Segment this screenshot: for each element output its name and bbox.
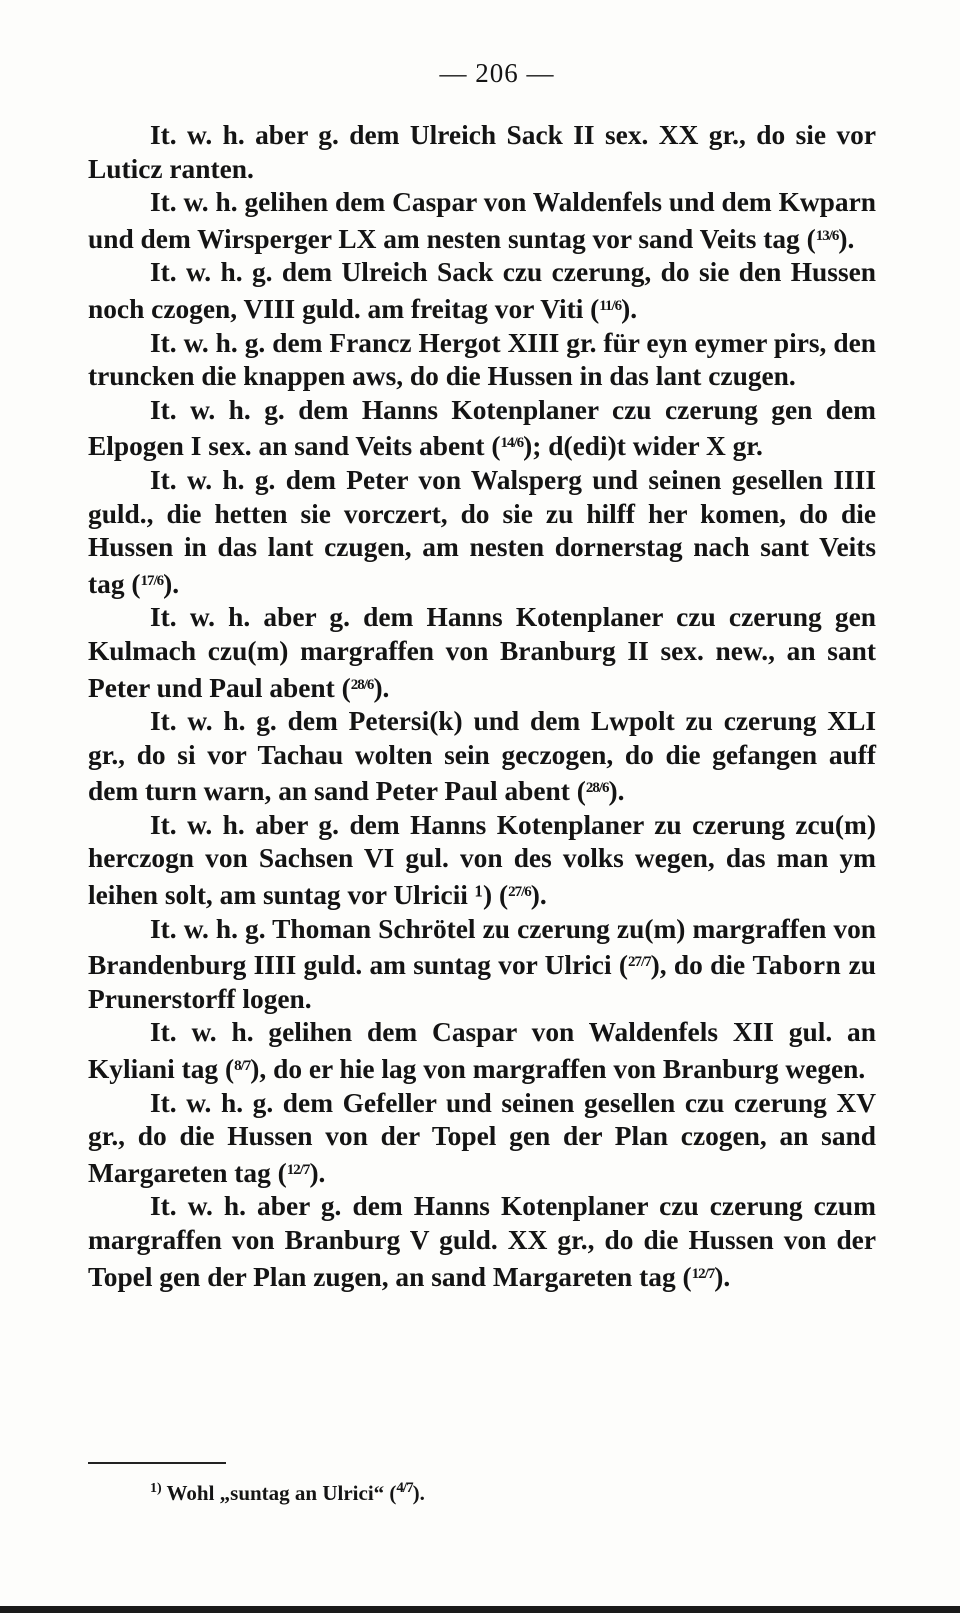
entry-paragraph (88, 256, 876, 326)
date-fraction: 17/6 (140, 572, 164, 589)
date-fraction: 13/6 (815, 227, 839, 244)
entry-text: ). (714, 1261, 731, 1292)
entry-text: ). (530, 880, 547, 911)
entry-text: It. w. h. aber g. dem Hanns Kotenplaner zu czerung zcu(m) herczogn von Sachsen VI gul. von des volks wegen, das man ym leihen solt, am suntag vor Ulricii ¹) ( (88, 809, 876, 911)
date-fraction: 11/6 (599, 297, 622, 314)
date-fraction: 8/7 (234, 1058, 251, 1075)
entry-paragraph (88, 809, 876, 913)
entry-text: It. w. h. aber g. dem Ulreich Sack II sex. XX gr., do sie vor Luticz ranten. (88, 120, 876, 184)
entry-text: ), do die (650, 950, 753, 981)
entry-text: It. w. h. g. Thoman Schrötel zu czerung zu(m) margraffen von Brandenburg IIII guld. am suntag vor Ulrici ( (88, 913, 876, 981)
entry-text: ). (838, 223, 855, 254)
entry-text: It. w. h. g. dem Peter von Walsperg und seinen gesellen IIII guld., die hetten sie vorczert, do sie zu hilff her komen, do die Hussen in das lant czugen, am nesten dornerstag nach sant Veits tag ( (88, 464, 876, 599)
entry-paragraph (88, 327, 876, 394)
date-fraction: 12/7 (286, 1161, 310, 1178)
entry-paragraph (88, 464, 876, 601)
entry-paragraph (88, 1016, 876, 1086)
date-fraction: 27/7 (627, 954, 651, 971)
entry-text: It. w. h. g. dem Petersi(k) und dem Lwpolt zu czerung XLI gr., do si vor Tachau wolten sein geczogen, do die gefangen auff dem turn warn, an sand Peter Paul abent ( (88, 706, 876, 807)
footnote-rule (88, 1462, 226, 1464)
entry-paragraph (88, 186, 876, 256)
entry-text: ). (373, 672, 390, 703)
footnote (150, 1480, 425, 1506)
page-number: — 206 — (439, 58, 555, 88)
footnote-fraction: 4/7 (396, 1480, 413, 1496)
entry-text: It. w. h. gelihen dem Caspar von Waldenfels und dem Kwparn und dem Wirsperger LX am nesten suntag vor sand Veits tag ( (88, 187, 876, 254)
date-fraction: 28/6 (350, 676, 374, 693)
entry-paragraph (88, 1190, 876, 1294)
entry-text: It. w. h. g. dem Hanns Kotenplaner czu czerung gen dem Elpogen I sex. an sand Veits abent ( (88, 394, 876, 462)
entry-paragraph (88, 394, 876, 464)
footnote-text: Wohl „suntag an Ulrici“ ( (161, 1481, 397, 1505)
entries (88, 119, 876, 1294)
scan-edge (0, 1606, 960, 1613)
entry-text: It. w. h. gelihen dem Caspar von Waldenfels XII gul. an Kyliani tag ( (88, 1017, 876, 1085)
page (88, 58, 876, 1294)
footnote-end: ). (412, 1481, 425, 1505)
entry-paragraph (88, 1087, 876, 1191)
date-fraction: 12/7 (691, 1265, 715, 1282)
entry-text: ); d(edi)t wider X gr. (523, 431, 763, 462)
entry-text: ). (309, 1157, 326, 1188)
footnote-mark: 1) (150, 1481, 162, 1496)
entry-paragraph (88, 913, 876, 1017)
entry-text: It. w. h. g. dem Gefeller und seinen gesellen czu czerung XV gr., do die Hussen von der Topel gen der Plan czogen, an sand Margareten tag ( (88, 1087, 876, 1188)
entry-paragraph (88, 119, 876, 186)
entry-text: ). (608, 776, 625, 807)
entry-text: It. w. h. aber g. dem Hanns Kotenplaner czu czerung czum margraffen von Branburg V guld. XX gr., do die Hussen von der Topel gen der Plan zugen, an sand Margareten tag ( (88, 1191, 876, 1292)
entry-text: It. w. h. g. dem Francz Hergot XIII gr. für eyn eymer pirs, den truncken die knappen aws, do die Hussen in das lant czugen. (88, 327, 876, 392)
entry-text: ). (163, 568, 180, 599)
emphasized-word: Taborn (752, 950, 842, 981)
entry-paragraph (88, 601, 876, 705)
date-fraction: 14/6 (500, 435, 524, 452)
entry-text: It. w. h. g. dem Ulreich Sack czu czerung, do sie den Hussen noch czogen, VIII guld. am freitag vor Viti ( (88, 257, 876, 324)
entry-text: ), do er hie lag von margraffen von Branburg wegen. (250, 1054, 866, 1085)
date-fraction: 28/6 (585, 780, 609, 797)
entry-text: ). (621, 293, 638, 324)
entry-paragraph (88, 705, 876, 809)
date-fraction: 27/6 (508, 884, 531, 901)
entry-text: It. w. h. aber g. dem Hanns Kotenplaner czu czerung gen Kulmach czu(m) margraffen von Branburg II sex. new., an sant Peter und Paul abent ( (88, 602, 876, 703)
entry-text: zu Prunerstorff logen. (88, 950, 876, 1014)
